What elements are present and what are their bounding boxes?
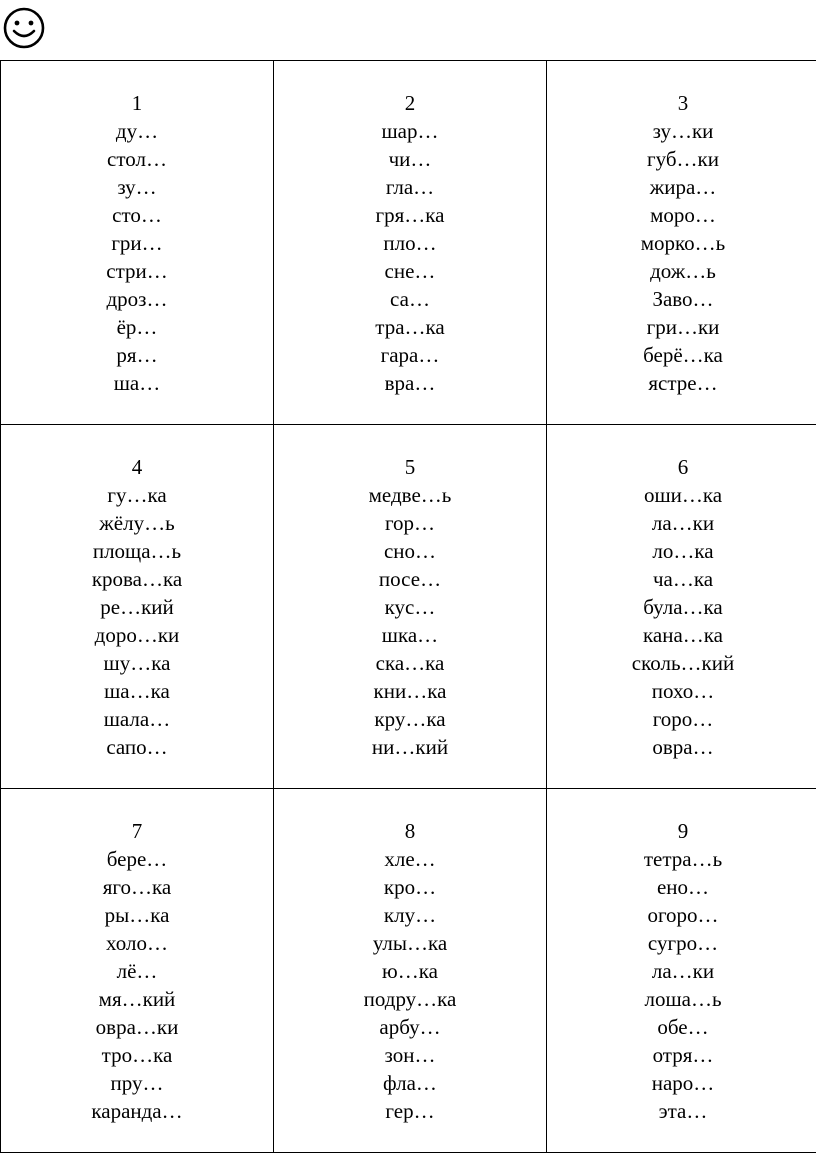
word-item: ша…ка	[104, 679, 170, 703]
word-item: гри…	[111, 231, 163, 255]
card-number: 8	[404, 819, 416, 843]
word-item: губ…ки	[647, 147, 719, 171]
word-item: овра…ки	[95, 1015, 179, 1039]
word-item: шар…	[381, 119, 439, 143]
word-item: отря…	[652, 1043, 714, 1067]
word-item: гара…	[380, 343, 440, 367]
word-item: ястре…	[648, 371, 718, 395]
word-item: лё…	[116, 959, 158, 983]
word-item: ры…ка	[104, 903, 170, 927]
word-item: са…	[390, 287, 430, 311]
word-item: сапо…	[106, 735, 168, 759]
word-item: ска…ка	[375, 651, 445, 675]
word-item: площа…ь	[92, 539, 182, 563]
grid-row	[1, 425, 816, 789]
word-item: похо…	[651, 679, 715, 703]
card-number: 9	[677, 819, 689, 843]
word-item: горо…	[652, 707, 714, 731]
card-3	[547, 61, 816, 425]
smiley-face-icon	[2, 6, 46, 50]
card-1	[1, 61, 274, 425]
card-7	[1, 789, 274, 1153]
word-item: кус…	[384, 595, 436, 619]
card-9	[547, 789, 816, 1153]
word-item: сне…	[384, 259, 436, 283]
word-item: берё…ка	[643, 343, 723, 367]
word-item: ло…ка	[652, 539, 714, 563]
card-5	[274, 425, 547, 789]
word-item: дож…ь	[650, 259, 716, 283]
word-item: мя…кий	[98, 987, 176, 1011]
word-item: посе…	[378, 567, 442, 591]
word-item: крова…ка	[91, 567, 183, 591]
word-item: чи…	[388, 147, 432, 171]
word-item: подру…ка	[363, 987, 457, 1011]
grid-row	[1, 789, 816, 1153]
word-item: ча…ка	[652, 567, 714, 591]
word-item: зу…ки	[652, 119, 714, 143]
word-item: хле…	[384, 847, 436, 871]
word-item: фла…	[383, 1071, 437, 1095]
word-item: пру…	[110, 1071, 164, 1095]
worksheet-grid	[0, 60, 816, 1153]
card-number: 2	[404, 91, 416, 115]
word-item: шу…ка	[103, 651, 171, 675]
word-item: жира…	[649, 175, 717, 199]
word-item: клу…	[383, 903, 437, 927]
card-number: 5	[404, 455, 416, 479]
word-item: медве…ь	[368, 483, 452, 507]
word-item: ду…	[115, 119, 159, 143]
word-item: ре…кий	[100, 595, 174, 619]
card-number: 6	[677, 455, 689, 479]
word-item: зу…	[117, 175, 157, 199]
word-item: зон…	[384, 1043, 436, 1067]
word-item: ла…ки	[651, 959, 715, 983]
word-item: доро…ки	[94, 623, 180, 647]
card-4	[1, 425, 274, 789]
word-item: кана…ка	[643, 623, 723, 647]
word-item: кни…ка	[373, 679, 447, 703]
word-item: кро…	[383, 875, 437, 899]
card-2	[274, 61, 547, 425]
word-item: стол…	[107, 147, 167, 171]
word-item: шала…	[103, 707, 171, 731]
word-item: улы…ка	[372, 931, 448, 955]
word-item: кру…ка	[374, 707, 446, 731]
card-number: 7	[131, 819, 143, 843]
word-item: стри…	[106, 259, 168, 283]
word-item: Заво…	[652, 287, 714, 311]
word-item: ла…ки	[651, 511, 715, 535]
word-item: яго…ка	[102, 875, 172, 899]
word-item: гря…ка	[375, 203, 445, 227]
word-item: эта…	[658, 1099, 708, 1123]
word-item: моро…	[650, 203, 716, 227]
word-item: гла…	[385, 175, 435, 199]
word-item: сколь…кий	[631, 651, 735, 675]
word-item: шка…	[381, 623, 439, 647]
word-item: була…ка	[643, 595, 723, 619]
word-item: каранда…	[91, 1099, 183, 1123]
word-item: гри…ки	[646, 315, 720, 339]
card-6	[547, 425, 816, 789]
word-item: ря…	[116, 343, 158, 367]
card-8	[274, 789, 547, 1153]
word-item: ша…	[113, 371, 161, 395]
word-item: оши…ка	[643, 483, 723, 507]
card-number: 1	[131, 91, 143, 115]
word-item: ю…ка	[382, 959, 438, 983]
word-item: ёр…	[116, 315, 158, 339]
word-item: пло…	[383, 231, 437, 255]
word-item: жёлу…ь	[99, 511, 175, 535]
word-item: бере…	[106, 847, 168, 871]
word-item: морко…ь	[640, 231, 726, 255]
word-item: ено…	[656, 875, 710, 899]
word-item: сто…	[112, 203, 162, 227]
word-item: тетра…ь	[643, 847, 723, 871]
word-item: наро…	[651, 1071, 715, 1095]
word-item: тра…ка	[375, 315, 445, 339]
word-item: гер…	[385, 1099, 435, 1123]
word-item: арбу…	[379, 1015, 441, 1039]
word-item: гу…ка	[107, 483, 167, 507]
card-number: 3	[677, 91, 689, 115]
word-item: ни…кий	[371, 735, 449, 759]
word-item: сно…	[383, 539, 437, 563]
word-item: дроз…	[106, 287, 168, 311]
word-item: огоро…	[647, 903, 719, 927]
word-item: тро…ка	[101, 1043, 173, 1067]
word-item: вра…	[384, 371, 436, 395]
word-item: овра…	[652, 735, 714, 759]
word-item: холо…	[106, 931, 168, 955]
word-item: гор…	[384, 511, 436, 535]
grid-row	[1, 61, 816, 425]
word-item: лоша…ь	[644, 987, 722, 1011]
card-number: 4	[131, 455, 143, 479]
word-item: обе…	[657, 1015, 709, 1039]
word-item: сугро…	[647, 931, 719, 955]
